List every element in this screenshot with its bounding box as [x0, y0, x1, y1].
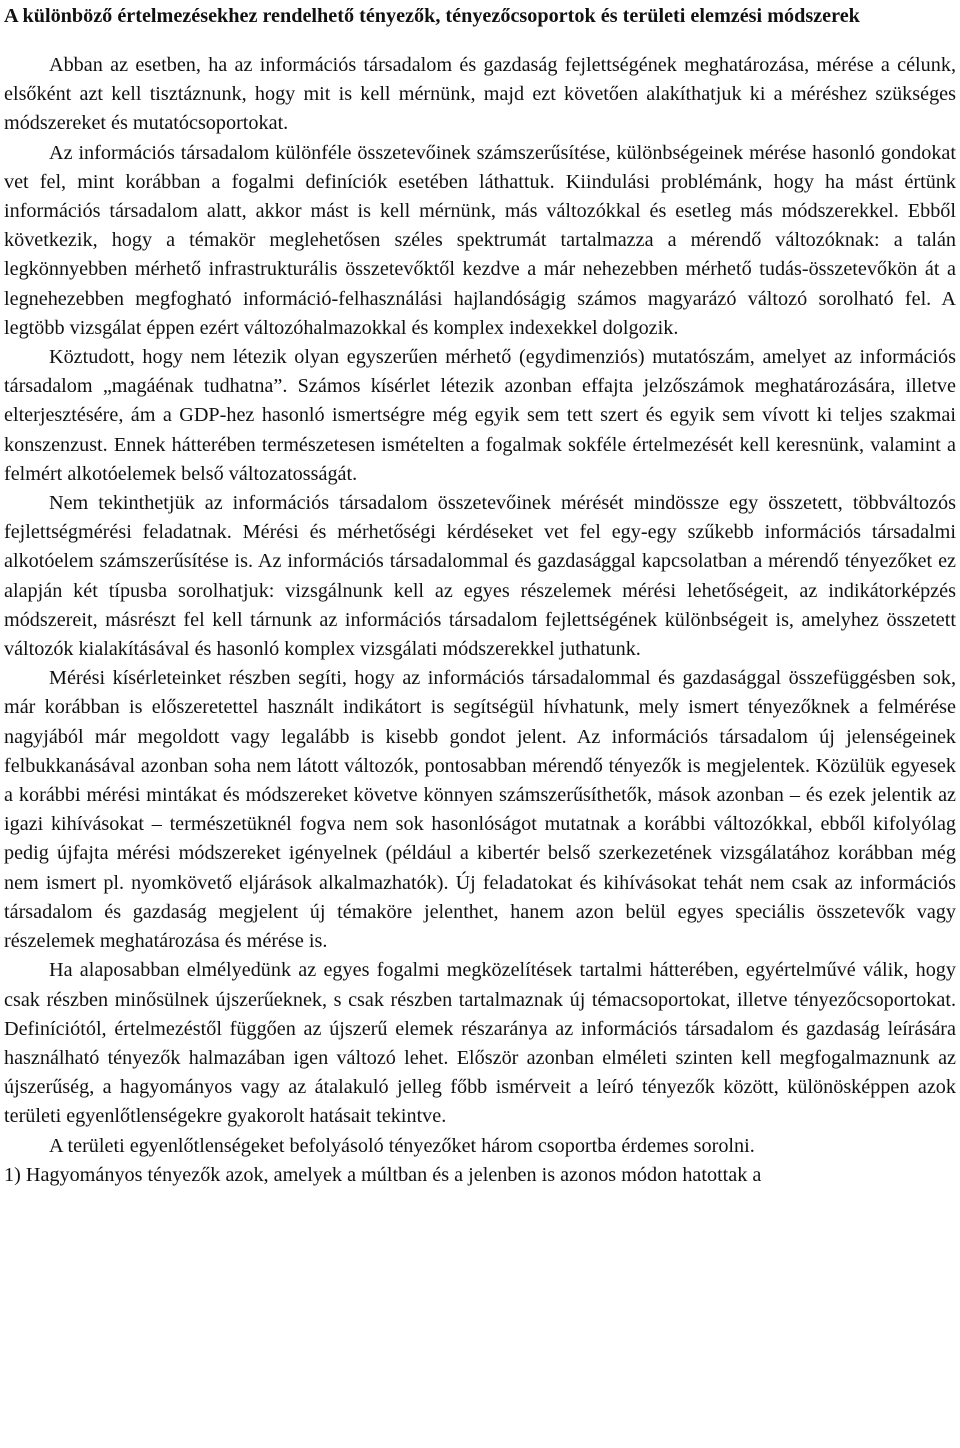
paragraph-5: Mérési kísérleteinket részben segíti, hogy az információs társadalommal és gazdasággal összefüggésben sok, már korábban is előszeretettel használt indikátort is segítségül hívhatunk, mely ismert tényezőknek a felmérése nagyjából már megoldott vagy legalább is kisebb gondot jelent. Az információs társadalom új jelenségeinek felbukkanásával azonban soha nem látott változók, pontosabban mérendő tényezők is megjelentek. Közülük egyesek a korábbi mérési mintákat és módszereket követve könnyen számszerűsíthetők, mások azonban – és ezek jelentik az igazi kihívásokat – természetüknél fogva nem sok hasonlóságot mutatnak a korábbi változókkal, ebből kifolyólag pedig újfajta mérési módszereket igényelnek (például a kibertér belső szerkezetének vizsgálatához korábban még nem ismert pl. nyomkövető eljárások alkalmazhatók). Új feladatokat és kihívásokat tehát nem csak az információs társadalom és gazdaság megjelent új témaköre jelenthet, hanem azon belül egyes speciális összetevők vagy részelemek meghatározása és mérése is. [4, 667, 956, 953]
paragraph-4: Nem tekinthetjük az információs társadalom összetevőinek mérését mindössze egy összetett, többváltozós fejlettségmérési feladatnak. Mérési és mérhetőségi kérdéseket vet fel egy-egy szűkebb információs társadalmi alkotóelem számszerűsítése is. Az információs társadalommal és gazdasággal kapcsolatban a mérendő tényezőket ez alapján két típusba sorolhatjuk: vizsgálnunk kell az egyes részelemek mérési lehetőségeit, az indikátorképzés módszereit, másrészt fel kell tárnunk az információs társadalom fejlettségének különbségeit is, amelyhez összetett változók kialakításával és hasonló komplex vizsgálati módszerekkel juthatunk. [4, 492, 956, 661]
paragraph-6: Ha alaposabban elmélyedünk az egyes fogalmi megközelítések tartalmi hátterében, egyértelművé válik, hogy csak részben minősülnek újszerűeknek, s csak részben tartalmaznak új témacsoportokat, illetve tényezőcsoportokat. Definíciótól, értelmezéstől függően az újszerű elemek részaránya az információs társadalom és gazdaság leírására használható tényezők halmazában igen változó lehet. Először azonban elméleti szinten kell megfogalmaznunk az újszerűség, a hagyományos vagy az átalakuló jelleg főbb ismérveit a leíró tényezők között, különösképpen azok területi egyenlőtlenségekre gyakorolt hatásait tekintve. [4, 959, 956, 1128]
paragraph-2: Az információs társadalom különféle összetevőinek számszerűsítése, különbségeinek mérése hasonló gondokat vet fel, mint korábban a fogalmi definíciók esetében láthattuk. Kiindulási problémánk, hogy ha mást értünk információs társadalom alatt, akkor mást is kell mérnünk, más változókkal és esetleg más módszerekkel. Ebből következik, hogy a témakör meglehetősen széles spektrumát tartalmazza a mérendő változóknak: a talán legkönnyebben mérhető infrastrukturális összetevőktől kezdve a már nehezebben mérhető tudás-összetevőkön át a legnehezebben megfogható információ-felhasználási hajlandóságig számos magyarázó változó sorolható fel. A legtöbb vizsgálat éppen ezért változóhalmazokkal és komplex indexekkel dolgozik. [4, 141, 956, 339]
document-page [4, 2, 956, 1190]
paragraph-1: Abban az esetben, ha az információs társadalom és gazdaság fejlettségének meghatározása, mérése a célunk, elsőként azt kell tisztáznunk, hogy mit is kell mérnünk, majd ezt követően alakíthatjuk ki a méréshez szükséges módszereket és mutatócsoportokat. [4, 54, 956, 135]
document-title: A különböző értelmezésekhez rendelhető tényezők, tényezőcsoportok és területi elemzési módszerek [4, 5, 860, 27]
paragraph-3: Köztudott, hogy nem létezik olyan egyszerűen mérhető (egydimenziós) mutatószám, amelyet az információs társadalom „magáénak tudhatna”. Számos kísérlet létezik azonban effajta jelzőszámok meghatározására, illetve elterjesztésére, ám a GDP-hez hasonló ismertségre még egyik sem tett szert és egyik sem vívott ki teljes szakmai konszenzust. Ennek hátterében természetesen ismételten a fogalmak sokféle értelmezését kell keresnünk, valamint a felmért alkotóelemek belső változatosságát. [4, 346, 956, 485]
paragraph-7: A területi egyenlőtlenségeket befolyásoló tényezőket három csoportba érdemes sorolni. [49, 1134, 755, 1157]
list-item-1: 1) Hagyományos tényezők azok, amelyek a múltban és a jelenben is azonos módon hatottak a [4, 1163, 762, 1186]
